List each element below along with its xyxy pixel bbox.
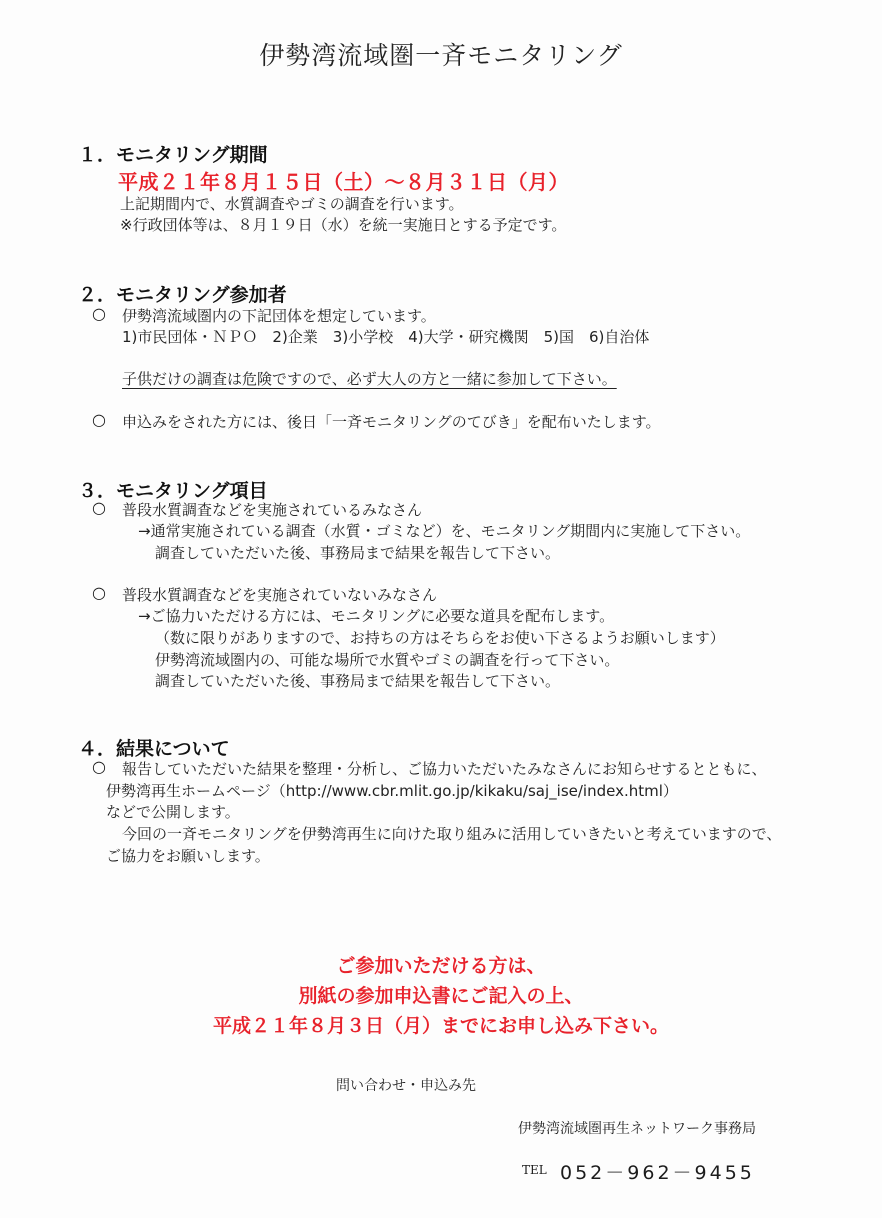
section-4-line-4: 今回の一斉モニタリングを伊勢湾再生に向けた取り組みに活用していきたいと考えていますので、 [122, 825, 782, 843]
bullet-circle: ○ [92, 410, 106, 429]
section-1-heading: １．モニタリング期間 [78, 144, 268, 166]
monitoring-period: 平成２１年８月１５日（土）～８月３１日（月） [118, 170, 569, 194]
section-2-line-2: 申込みをされた方には、後日「一斉モニタリングのてびき」を配布いたします。 [122, 413, 661, 431]
section-2-heading: ２．モニタリング参加者 [78, 284, 287, 306]
section-2-line-1: 伊勢湾流域圏内の下記団体を想定しています。 [122, 307, 436, 325]
bullet-circle: ○ [92, 583, 106, 602]
section-3-heading: ３．モニタリング項目 [78, 480, 268, 502]
item-b-line-2: （数に限りがありますので、お持ちの方はそちらをお使い下さるようお願いします） [155, 629, 725, 647]
item-b-line-1: →ご協力いただける方には、モニタリングに必要な道具を配布します。 [138, 607, 615, 625]
section-4-line-5: ご協力をお願いします。 [106, 847, 270, 865]
item-b-line-4: 調査していただいた後、事務局まで結果を報告して下さい。 [155, 672, 561, 690]
bullet-circle: ○ [92, 498, 106, 517]
section-4-line-3: などで公開します。 [106, 803, 240, 821]
contact-office: 伊勢湾流域圏再生ネットワーク事務局 [518, 1121, 756, 1137]
participant-groups: 1)市民団体・ＮＰＯ 2)企業 3)小学校 4)大学・研究機関 5)国 6)自治体 [122, 328, 650, 346]
contact-label: 問い合わせ・申込み先 [336, 1078, 476, 1094]
section-4-line-1: 報告していただいた結果を整理・分析し、ご協力いただいたみなさんにお知らせするとともに、 [122, 760, 767, 778]
section-1-line-2: ※行政団体等は、８月１９日（水）を統一実施日とする予定です。 [120, 216, 567, 234]
notice-line-3: 平成２１年８月３日（月）までにお申し込み下さい。 [212, 1015, 669, 1037]
item-a-line-1: →通常実施されている調査（水質・ゴミなど）を、モニタリング期間内に実施して下さい。 [138, 522, 751, 540]
item-b-title: 普段水質調査などを実施されていないみなさん [122, 586, 438, 604]
notice-line-2: 別紙の参加申込書にご記入の上、 [298, 985, 584, 1007]
item-a-title: 普段水質調査などを実施されているみなさん [122, 501, 423, 519]
section-1-line-1: 上記期間内で、水質調査やゴミの調査を行います。 [120, 195, 464, 213]
homepage-url-line: 伊勢湾再生ホームページ（http://www.cbr.mlit.go.jp/kikaku/saj_ise/index.html） [106, 782, 678, 800]
safety-warning: 子供だけの調査は危険ですので、必ず大人の方と一緒に参加して下さい。 [122, 370, 617, 388]
bullet-circle: ○ [92, 757, 106, 776]
item-b-line-3: 伊勢湾流域圏内の、可能な場所で水質やゴミの調査を行って下さい。 [155, 651, 620, 669]
bullet-circle: ○ [92, 304, 106, 323]
item-a-line-2: 調査していただいた後、事務局まで結果を報告して下さい。 [155, 544, 561, 562]
section-4-heading: ４．結果について [78, 738, 230, 760]
tel-number: 052－962－9455 [560, 1162, 755, 1184]
page-title: 伊勢湾流域圏一斉モニタリング [259, 41, 623, 70]
notice-line-1: ご参加いただける方は、 [336, 955, 546, 977]
tel-label: TEL [522, 1163, 547, 1177]
